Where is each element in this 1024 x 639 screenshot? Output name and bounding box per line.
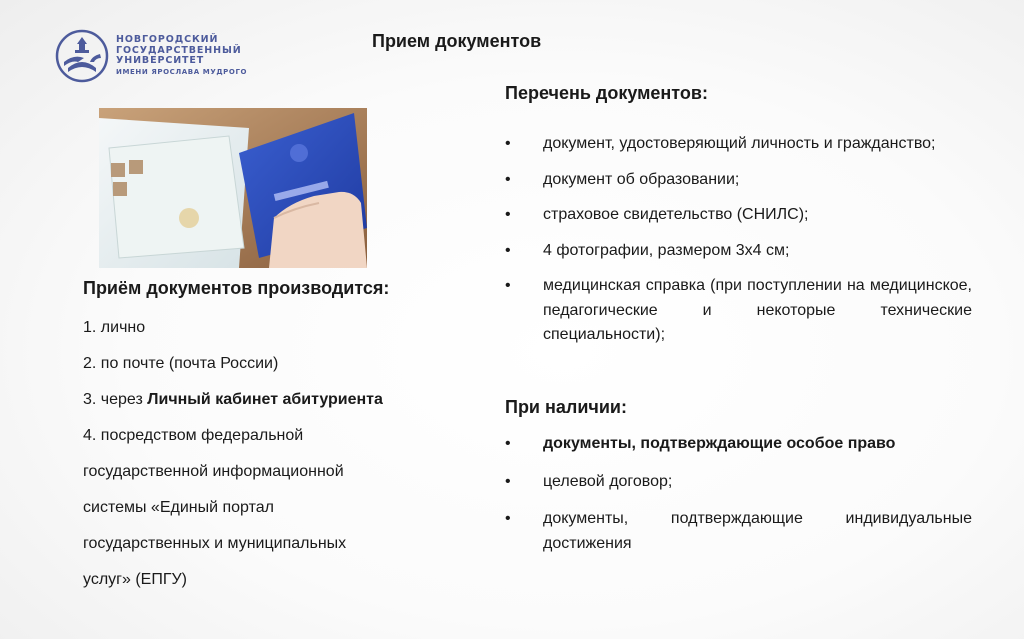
documents-list <box>505 132 972 348</box>
document-item <box>505 239 972 264</box>
optional-documents-heading: При наличии: <box>505 397 627 417</box>
bullet: • <box>505 206 511 223</box>
intake-method-4-line-3: системы «Единый портал <box>83 499 274 516</box>
intake-method-3-prefix: 3. через <box>83 391 148 408</box>
document-item-text: страховое свидетельство (СНИЛС); <box>543 206 809 223</box>
documents-photo <box>99 108 367 268</box>
document-item-text: 4 фотографии, размером 3х4 см; <box>543 241 790 259</box>
document-item-text: документ об образовании; <box>543 170 740 188</box>
optional-documents-list <box>505 432 972 556</box>
intake-method-4-line-2: государственной информационной <box>83 463 344 480</box>
bullet: • <box>505 241 511 259</box>
document-item <box>505 274 972 348</box>
optional-document-item <box>505 470 972 495</box>
logo-line-1: НОВГОРОДСКИЙ <box>116 34 219 46</box>
bullet: • <box>505 135 511 152</box>
intake-method-4-line-4: государственных и муниципальных <box>83 535 347 552</box>
bullet: • <box>505 472 511 490</box>
document-item-text: медицинская справка (при поступлении на медицинское, педагогические и некоторые технические специальности); <box>543 277 972 343</box>
intake-methods-list <box>83 310 423 598</box>
university-emblem-icon <box>54 28 110 84</box>
document-item <box>505 203 972 228</box>
optional-document-item-text: документы, подтверждающие индивидуальные достижения <box>543 510 972 552</box>
bullet: • <box>505 510 511 527</box>
intake-method-4-line-5: услуг» (ЕПГУ) <box>83 571 187 588</box>
bullet: • <box>505 277 511 294</box>
intake-method-4: 4. посредством федеральной <box>83 427 304 444</box>
optional-document-item-text: документы, подтверждающие особое право <box>543 435 896 452</box>
optional-document-item <box>505 507 972 556</box>
page-title: Прием документов <box>372 31 542 51</box>
bullet: • <box>505 435 511 452</box>
logo-line-2: ГОСУДАРСТВЕННЫЙ <box>116 44 242 56</box>
logo-line-3: УНИВЕРСИТЕТ <box>116 55 205 67</box>
documents-photo-image <box>99 108 367 268</box>
documents-list-heading: Перечень документов: <box>505 83 708 103</box>
optional-document-item-text: целевой договор; <box>543 472 673 490</box>
university-logo <box>54 28 247 84</box>
intake-method-2: 2. по почте (почта России) <box>83 355 279 372</box>
logo-line-4: ИМЕНИ ЯРОСЛАВА МУДРОГО <box>116 67 248 76</box>
applicant-account-link: Личный кабинет абитуриента <box>147 391 383 408</box>
document-item <box>505 168 972 193</box>
university-name <box>116 35 247 77</box>
document-item-text: документ, удостоверяющий личность и гражданство; <box>543 135 936 152</box>
intake-method-3 <box>83 382 423 418</box>
optional-document-item <box>505 432 972 457</box>
intake-method-1: 1. лично <box>83 319 146 336</box>
bullet: • <box>505 170 511 188</box>
document-item <box>505 132 972 157</box>
intake-methods-heading: Приём документов производится: <box>83 278 390 298</box>
